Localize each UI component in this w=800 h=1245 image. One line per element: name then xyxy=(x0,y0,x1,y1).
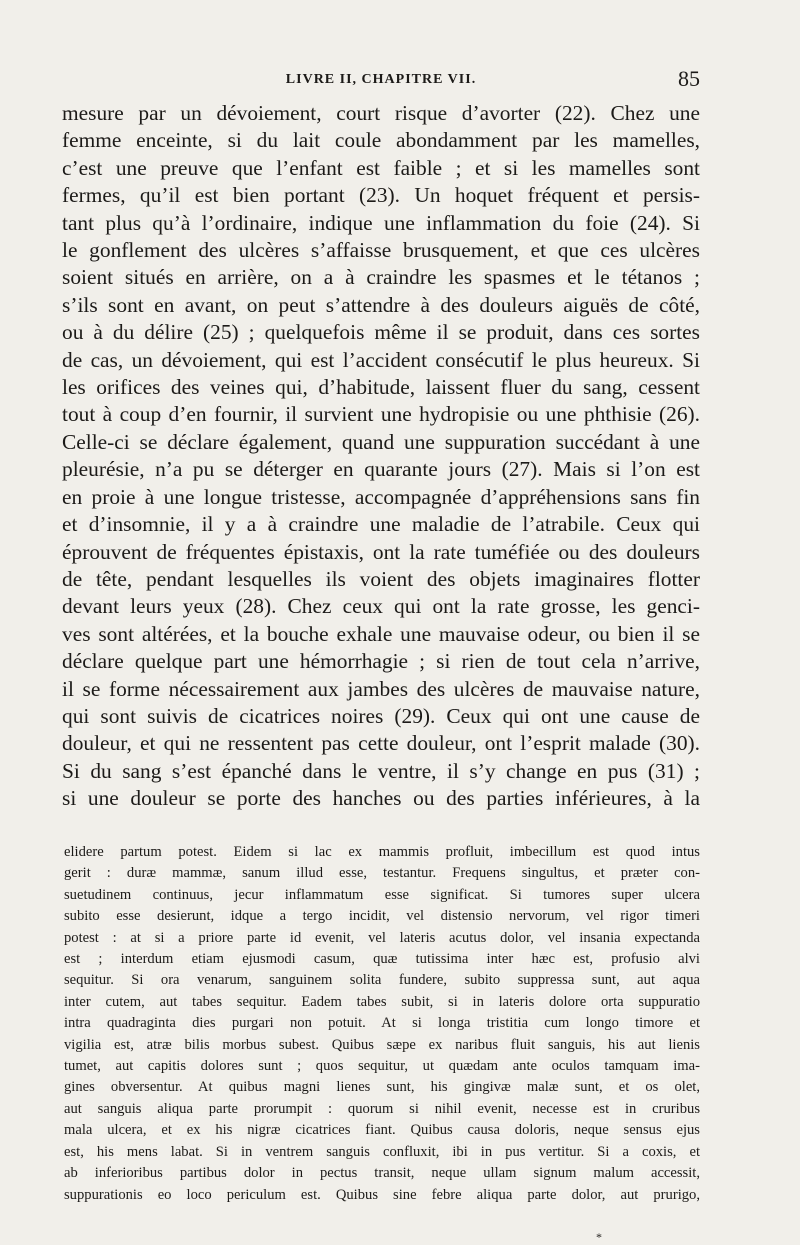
latin-line: aut sanguis aliqua parte prorumpit : quorum si nihil evenit, necesse est in cruribus xyxy=(64,1100,700,1117)
text-line: tout à coup d’en fournir, il survient une hydropisie ou une phthisie (26). xyxy=(62,402,700,427)
latin-line: suetudinem continuus, jecur inflammatum esse significat. Si tumores super ulcera xyxy=(64,886,700,903)
text-line: femme enceinte, si du lait coule abondamment par les mamelles, xyxy=(62,128,700,153)
french-translation-text xyxy=(62,100,700,813)
latin-line: tumet, aut capitis dolores sunt ; quos sequitur, ut quædam ante oculos tamquam ima- xyxy=(64,1058,700,1075)
latin-line: intra quadraginta dies purgari non potuit. At si longa tristitia cum longo timore et xyxy=(64,1015,700,1032)
latin-line: gerit : duræ mammæ, sanum illud esse, testantur. Frequens singultus, et præter con- xyxy=(64,865,700,882)
latin-line: mala ulcera, et ex his nigræ cicatrices fiant. Quibus causa doloris, neque sensus ejus xyxy=(64,1122,700,1139)
latin-line: sequitur. Si ora venarum, sanguinem solita fundere, subito suppressa sunt, aut aqua xyxy=(64,972,700,989)
latin-line: inter cutem, aut tabes sequitur. Eadem tabes subit, si in lateris dolore orta suppuratio xyxy=(64,993,700,1010)
latin-line: ab inferioribus partibus dolor in pectus transit, neque ullam signum malum accessit, xyxy=(64,1165,700,1182)
latin-line: gines obversentur. At quibus magni lienes sunt, his gingivæ malæ sunt, et os olet, xyxy=(64,1079,700,1096)
text-line: le gonflement des ulcères s’affaisse brusquement, et que ces ulcères xyxy=(62,238,700,263)
latin-line: elidere partum potest. Eidem si lac ex mammis profluit, imbecillum est quod intus xyxy=(64,844,700,860)
text-line: c’est une preuve que l’enfant est faible ; et si les mamelles sont xyxy=(62,155,700,180)
text-line: ves sont altérées, et la bouche exhale une mauvaise odeur, ou bien il se xyxy=(62,621,700,646)
latin-original-text xyxy=(64,842,700,1206)
text-line: de tête, pendant lesquelles ils voient des objets imaginaires flotter xyxy=(62,566,700,591)
text-line: qui sont suivis de cicatrices noires (29). Ceux qui ont une cause de xyxy=(62,703,700,728)
text-line: devant leurs yeux (28). Chez ceux qui ont la rate grosse, les genci- xyxy=(62,594,700,619)
latin-line: suppurationis eo loco periculum est. Quibus sine febre aliqua parte dolor, aut prurigo, xyxy=(64,1186,700,1203)
text-line: tant plus qu’à l’ordinaire, indique une inflammation du foie (24). Si xyxy=(62,210,700,235)
text-line: Celle-ci se déclare également, quand une suppuration succédant à une xyxy=(62,429,700,454)
latin-line: subito esse desierunt, idque a tergo incidit, vel distensio nervorum, vel rigor timeri xyxy=(64,908,700,925)
text-line: soient situés en arrière, on a à craindre les spasmes et le tétanos ; xyxy=(62,265,700,290)
text-line: pleurésie, n’a pu se déterger en quarante jours (27). Mais si l’on est xyxy=(62,457,700,482)
latin-line: est ; interdum etiam ejusmodi casum, quæ tutissima inter hæc est, profusio alvi xyxy=(64,951,700,968)
latin-line: vigilia est, atræ bilis morbus subest. Quibus sæpe ex naribus fluit sanguis, his aut lienis xyxy=(64,1036,700,1053)
text-line: mesure par un dévoiement, court risque d’avorter (22). Chez une xyxy=(62,101,700,125)
text-line: il se forme nécessairement aux jambes des ulcères de mauvaise nature, xyxy=(62,676,700,701)
text-line: de cas, un dévoiement, qui est l’accident consécutif le plus heureux. Si xyxy=(62,347,700,372)
running-head: LIVRE II, CHAPITRE VII. xyxy=(285,72,477,87)
page-number: 85 xyxy=(678,66,700,91)
text-line: en proie à une longue tristesse, accompagnée d’appréhensions sans fin xyxy=(62,484,700,509)
latin-line: est, his mens labat. Si in ventrem sanguis confluxit, ibi in pus vertitur. Si a coxis, et xyxy=(64,1143,700,1160)
text-line: déclare quelque part une hémorrhagie ; si rien de tout cela n’arrive, xyxy=(62,649,700,674)
signature-mark: * xyxy=(596,1230,602,1244)
text-line: s’ils sont en avant, on peut s’attendre à des douleurs aiguës de côté, xyxy=(62,292,700,317)
text-line: éprouvent de fréquentes épistaxis, ont la rate tuméfiée ou des douleurs xyxy=(62,539,700,564)
latin-line: potest : at si a priore parte id evenit, vel lateris acutus dolor, vel insania expectanda xyxy=(64,929,700,946)
text-line: si une douleur se porte des hanches ou des parties inférieures, à la xyxy=(62,786,700,811)
text-line: les orifices des veines qui, d’habitude, laissent fluer du sang, cessent xyxy=(62,375,700,400)
text-line: ou à du délire (25) ; quelquefois même il se produit, dans ces sortes xyxy=(62,320,700,345)
text-line: douleur, et qui ne ressentent pas cette douleur, ont l’esprit malade (30). xyxy=(62,731,700,756)
page-header xyxy=(62,66,700,96)
text-line: fermes, qu’il est bien portant (23). Un hoquet fréquent et persis- xyxy=(62,183,700,208)
text-line: Si du sang s’est épanché dans le ventre, il s’y change en pus (31) ; xyxy=(62,758,700,783)
text-line: et d’insomnie, il y a à craindre une maladie de l’atrabile. Ceux qui xyxy=(62,512,700,537)
